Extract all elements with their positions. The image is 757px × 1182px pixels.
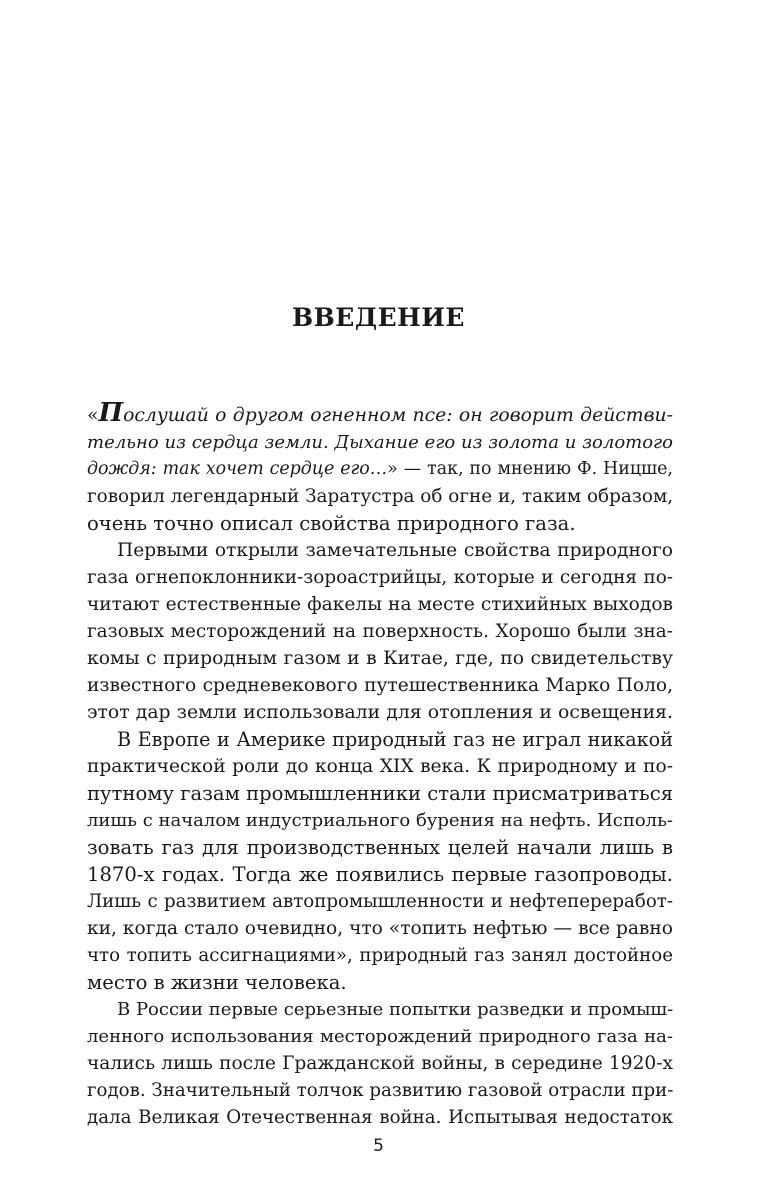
- chapter-heading: ВВЕДЕНИЕ: [292, 303, 465, 332]
- text-line: В России первые серьезные попытки разведки и промыш-: [117, 999, 673, 1020]
- text-line: годов. Значительный толчок развитию газовой отрасли при-: [87, 1080, 673, 1101]
- text-line: очень точно описал свойства природного газа.: [87, 512, 576, 535]
- quote-text: ослушай о другом огненном псе: он говорит действи-: [123, 405, 673, 426]
- text-line: 1870-х годах. Тогда же появились первые газопроводы.: [87, 863, 673, 886]
- text-line: газа огнепоклонники-зороастрийцы, которые и сегодня по-: [87, 567, 673, 588]
- text-line: что топить ассигнациями», природный газ занял достойное: [87, 945, 673, 966]
- paragraph-4: [87, 996, 673, 1131]
- paragraph-2: [87, 537, 673, 726]
- body-text: [87, 402, 673, 1131]
- text-line: [87, 429, 673, 456]
- text-line: чались лишь после Гражданской войны, в середине 1920-х: [87, 1053, 673, 1074]
- attribution-text: » — так, по мнению Ф. Ницше,: [387, 459, 673, 479]
- text-line: место в жизни человека.: [87, 971, 347, 994]
- quote-mark: «: [87, 405, 99, 426]
- text-line: лишь с началом индустриального бурения на нефть. Исполь-: [87, 810, 673, 831]
- text-line: читают естественные факелы на месте стихийных выходов: [87, 594, 673, 615]
- text-line: Первыми открыли замечательные свойства природного: [117, 540, 673, 561]
- quote-text: тельно из сердца земли. Дыхание его из золота и золотого: [87, 432, 673, 453]
- text-line: комы с природным газом и в Китае, где, по свидетельству: [87, 648, 673, 669]
- text-line: [87, 402, 673, 429]
- text-line: известного средневекового путешественника Марко Поло,: [87, 675, 673, 696]
- text-line: [87, 456, 673, 483]
- quote-text: дождя: так хочет сердце его…: [87, 459, 388, 479]
- text-line: В Европе и Америке природный газ не играл никакой: [117, 728, 673, 751]
- drop-cap: П: [98, 402, 124, 428]
- text-line: говорил легендарный Заратустра об огне и, таким образом,: [87, 486, 673, 507]
- text-line: ленного использования месторождений природного газа на-: [87, 1026, 673, 1047]
- page-number: 5: [373, 1136, 384, 1156]
- paragraph-1: [87, 402, 673, 537]
- text-line: дала Великая Отечественная война. Испытывая недостаток: [87, 1107, 673, 1128]
- text-line: ки, когда стало очевидно, что «топить нефтью — все равно: [87, 918, 673, 939]
- text-line: путному газам промышленники стали присматриваться: [87, 782, 673, 805]
- text-line: Лишь с развитием автопромышленности и нефтепереработ-: [87, 891, 673, 912]
- text-line: практической роли до конца XIX века. К природному и по-: [87, 756, 673, 777]
- text-line: зовать газ для производственных целей начали лишь в: [87, 836, 673, 859]
- text-line: этот дар земли использовали для отопления и освещения.: [87, 702, 673, 723]
- text-line: газовых месторождений на поверхность. Хорошо были зна-: [87, 621, 673, 642]
- paragraph-3: [87, 726, 673, 996]
